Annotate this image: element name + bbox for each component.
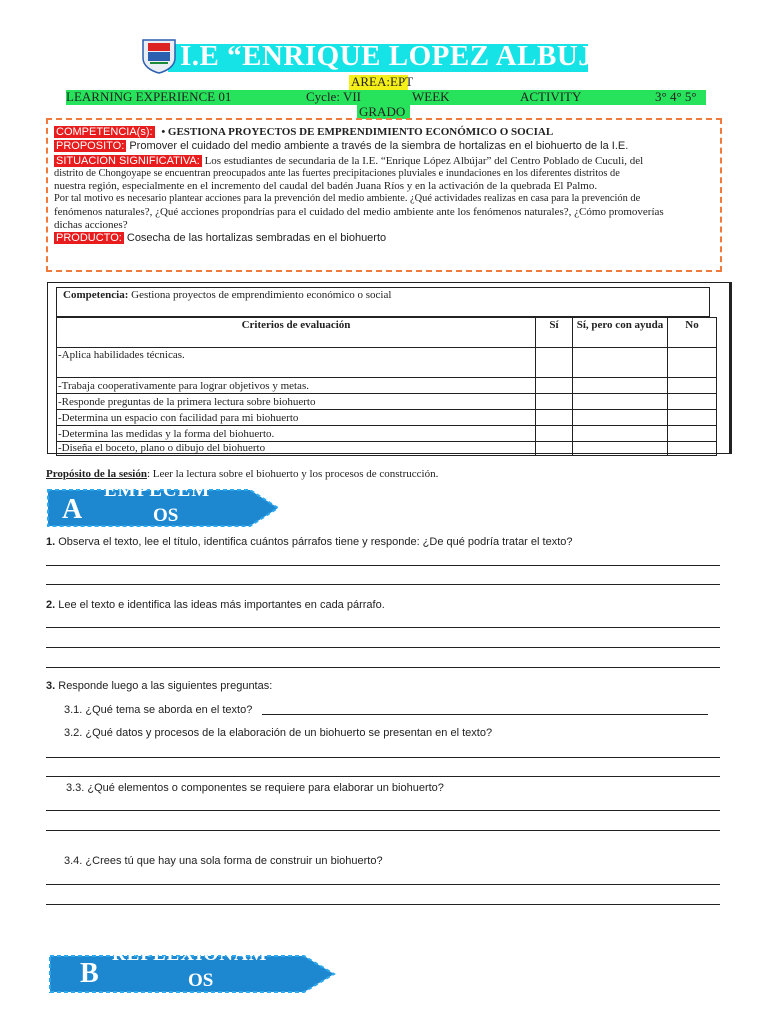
section-a-letter: A bbox=[62, 494, 83, 525]
answer-line[interactable] bbox=[46, 667, 720, 668]
table-competencia-label: Competencia: bbox=[63, 289, 129, 301]
question-2-number: 2. bbox=[46, 599, 56, 611]
area-label: AREA:EPT bbox=[351, 74, 414, 89]
criterion-cell: -Determina las medidas y la forma del biohuerto. bbox=[57, 426, 536, 442]
check-cell-no[interactable] bbox=[668, 426, 717, 442]
check-cell-si[interactable] bbox=[536, 410, 573, 426]
header-no: No bbox=[668, 318, 717, 348]
answer-line[interactable] bbox=[46, 647, 720, 648]
check-cell-si[interactable] bbox=[536, 394, 573, 410]
section-b-word-line2: OS bbox=[188, 970, 214, 991]
proposito-row bbox=[54, 140, 628, 152]
answer-line[interactable] bbox=[46, 810, 720, 811]
table-row bbox=[57, 394, 717, 410]
check-cell-ayuda[interactable] bbox=[573, 426, 668, 442]
situacion-label: SITUACION SIGNIFICATIVA: bbox=[56, 155, 200, 167]
check-cell-no[interactable] bbox=[668, 394, 717, 410]
check-cell-ayuda[interactable] bbox=[573, 394, 668, 410]
situacion-line5: fenómenos naturales?, ¿Qué acciones propondrías para el cuidado del medio ambiente ante los fenómenos naturales?, ¿Cómo promoverías bbox=[54, 206, 664, 218]
question-3-2: 3.2. ¿Qué datos y procesos de la elaboración de un biohuerto se presentan en el texto? bbox=[64, 727, 493, 739]
answer-line[interactable] bbox=[46, 884, 720, 885]
criterion-cell: -Diseña el boceto, plano o dibujo del biohuerto bbox=[57, 442, 536, 456]
check-cell-no[interactable] bbox=[668, 410, 717, 426]
learning-experience: LEARNING EXPERIENCE 01 bbox=[66, 89, 232, 104]
table-competencia-text: Gestiona proyectos de emprendimiento económico o social bbox=[131, 289, 392, 301]
week: WEEK bbox=[412, 89, 450, 104]
section-b-word-line1: REFLEXIONAM bbox=[112, 944, 268, 965]
session-purpose bbox=[46, 468, 438, 480]
check-cell-si[interactable] bbox=[536, 442, 573, 456]
question-1 bbox=[46, 536, 572, 548]
check-cell-ayuda[interactable] bbox=[573, 348, 668, 378]
competencia-text: • GESTIONA PROYECTOS DE EMPRENDIMIENTO ECONÓMICO O SOCIAL bbox=[161, 126, 554, 138]
check-cell-ayuda[interactable] bbox=[573, 410, 668, 426]
check-cell-no[interactable] bbox=[668, 442, 717, 456]
question-3 bbox=[46, 680, 272, 692]
check-cell-no[interactable] bbox=[668, 378, 717, 394]
situacion-line1: Los estudiantes de secundaria de la I.E. “Enrique López Albújar” del Centro Poblado de Cuculi, del bbox=[204, 155, 644, 167]
session-purpose-label: Propósito de la sesión bbox=[46, 468, 147, 480]
table-header-row bbox=[57, 318, 717, 348]
proposito-label: PROPOSITO: bbox=[56, 140, 125, 152]
question-2 bbox=[46, 599, 385, 611]
situacion-row bbox=[54, 155, 643, 167]
section-b-letter: B bbox=[80, 958, 99, 989]
grades: 3° 4° 5° bbox=[655, 89, 697, 104]
section-a-word-line2: OS bbox=[153, 505, 179, 526]
criteria-table bbox=[56, 317, 717, 456]
answer-line[interactable] bbox=[46, 565, 720, 566]
cycle: Cycle: VII bbox=[306, 89, 361, 104]
check-cell-ayuda[interactable] bbox=[573, 442, 668, 456]
answer-line[interactable] bbox=[262, 714, 708, 715]
situacion-line6: dichas acciones? bbox=[54, 219, 128, 231]
header-si-ayuda: Sí, pero con ayuda bbox=[573, 318, 668, 348]
question-3-3: 3.3. ¿Qué elementos o componentes se requiere para elaborar un biohuerto? bbox=[66, 782, 444, 794]
producto-text: Cosecha de las hortalizas sembradas en el biohuerto bbox=[126, 232, 387, 244]
question-3-1: 3.1. ¿Qué tema se aborda en el texto? bbox=[64, 704, 253, 716]
criterion-cell: -Determina un espacio con facilidad para mi biohuerto bbox=[57, 410, 536, 426]
question-1-text: Observa el texto, lee el título, identifica cuántos párrafos tiene y responde: ¿De qué podría tratar el texto? bbox=[58, 536, 573, 548]
table-row bbox=[57, 442, 717, 456]
grado: GRADO bbox=[359, 104, 406, 119]
situacion-line3: nuestra región, especialmente en el incremento del caudal del badén Juana Ríos y en la activación de la quebrada El Palmo. bbox=[54, 180, 598, 192]
producto-label: PRODUCTO: bbox=[56, 232, 122, 244]
school-shield-icon bbox=[140, 38, 178, 74]
criterion-cell: -Aplica habilidades técnicas. bbox=[57, 348, 536, 378]
table-row bbox=[57, 348, 717, 378]
competencia-header bbox=[56, 287, 710, 317]
criterion-cell: -Trabaja cooperativamente para lograr objetivos y metas. bbox=[57, 378, 536, 394]
check-cell-si[interactable] bbox=[536, 348, 573, 378]
table-row bbox=[57, 426, 717, 442]
competencia-row bbox=[54, 126, 553, 138]
answer-line[interactable] bbox=[46, 584, 720, 585]
producto-row bbox=[54, 232, 386, 244]
question-3-4: 3.4. ¿Crees tú que hay una sola forma de construir un biohuerto? bbox=[64, 855, 383, 867]
header-criterios: Criterios de evaluación bbox=[57, 318, 536, 348]
header-si: Sí bbox=[536, 318, 573, 348]
criterion-cell: -Responde preguntas de la primera lectura sobre biohuerto bbox=[57, 394, 536, 410]
proposito-text: Promover el cuidado del medio ambiente a través de la siembra de hortalizas en el biohuerto de la I.E. bbox=[129, 140, 629, 152]
activity: ACTIVITY bbox=[520, 89, 582, 104]
situacion-line4: Por tal motivo es necesario plantear acciones para la prevención del medio ambiente. ¿Qué actividades realizas en casa para la prevención de bbox=[54, 193, 641, 204]
situacion-line2: distrito de Chongoyape se encuentran preocupados ante las fuertes precipitaciones pluviales e inundaciones en los diferentes distritos de bbox=[54, 168, 620, 179]
check-cell-si[interactable] bbox=[536, 378, 573, 394]
question-3-number: 3. bbox=[46, 680, 56, 692]
question-3-text: Responde luego a las siguientes preguntas: bbox=[58, 680, 273, 692]
check-cell-no[interactable] bbox=[668, 348, 717, 378]
answer-line[interactable] bbox=[46, 830, 720, 831]
session-purpose-text: : Leer la lectura sobre el biohuerto y los procesos de construcción. bbox=[146, 468, 439, 480]
section-a-word-line1: EMPECEM bbox=[104, 480, 211, 501]
table-row bbox=[57, 378, 717, 394]
check-cell-si[interactable] bbox=[536, 426, 573, 442]
answer-line[interactable] bbox=[46, 776, 720, 777]
competencia-label: COMPETENCIA(s): bbox=[56, 126, 153, 138]
question-2-text: Lee el texto e identifica las ideas más importantes en cada párrafo. bbox=[58, 599, 385, 611]
question-1-number: 1. bbox=[46, 536, 56, 548]
check-cell-ayuda[interactable] bbox=[573, 378, 668, 394]
answer-line[interactable] bbox=[46, 904, 720, 905]
answer-line[interactable] bbox=[46, 757, 720, 758]
table-row bbox=[57, 410, 717, 426]
answer-line[interactable] bbox=[46, 627, 720, 628]
school-title: I.E “ENRIQUE LOPEZ ALBUJAR” bbox=[180, 40, 652, 72]
